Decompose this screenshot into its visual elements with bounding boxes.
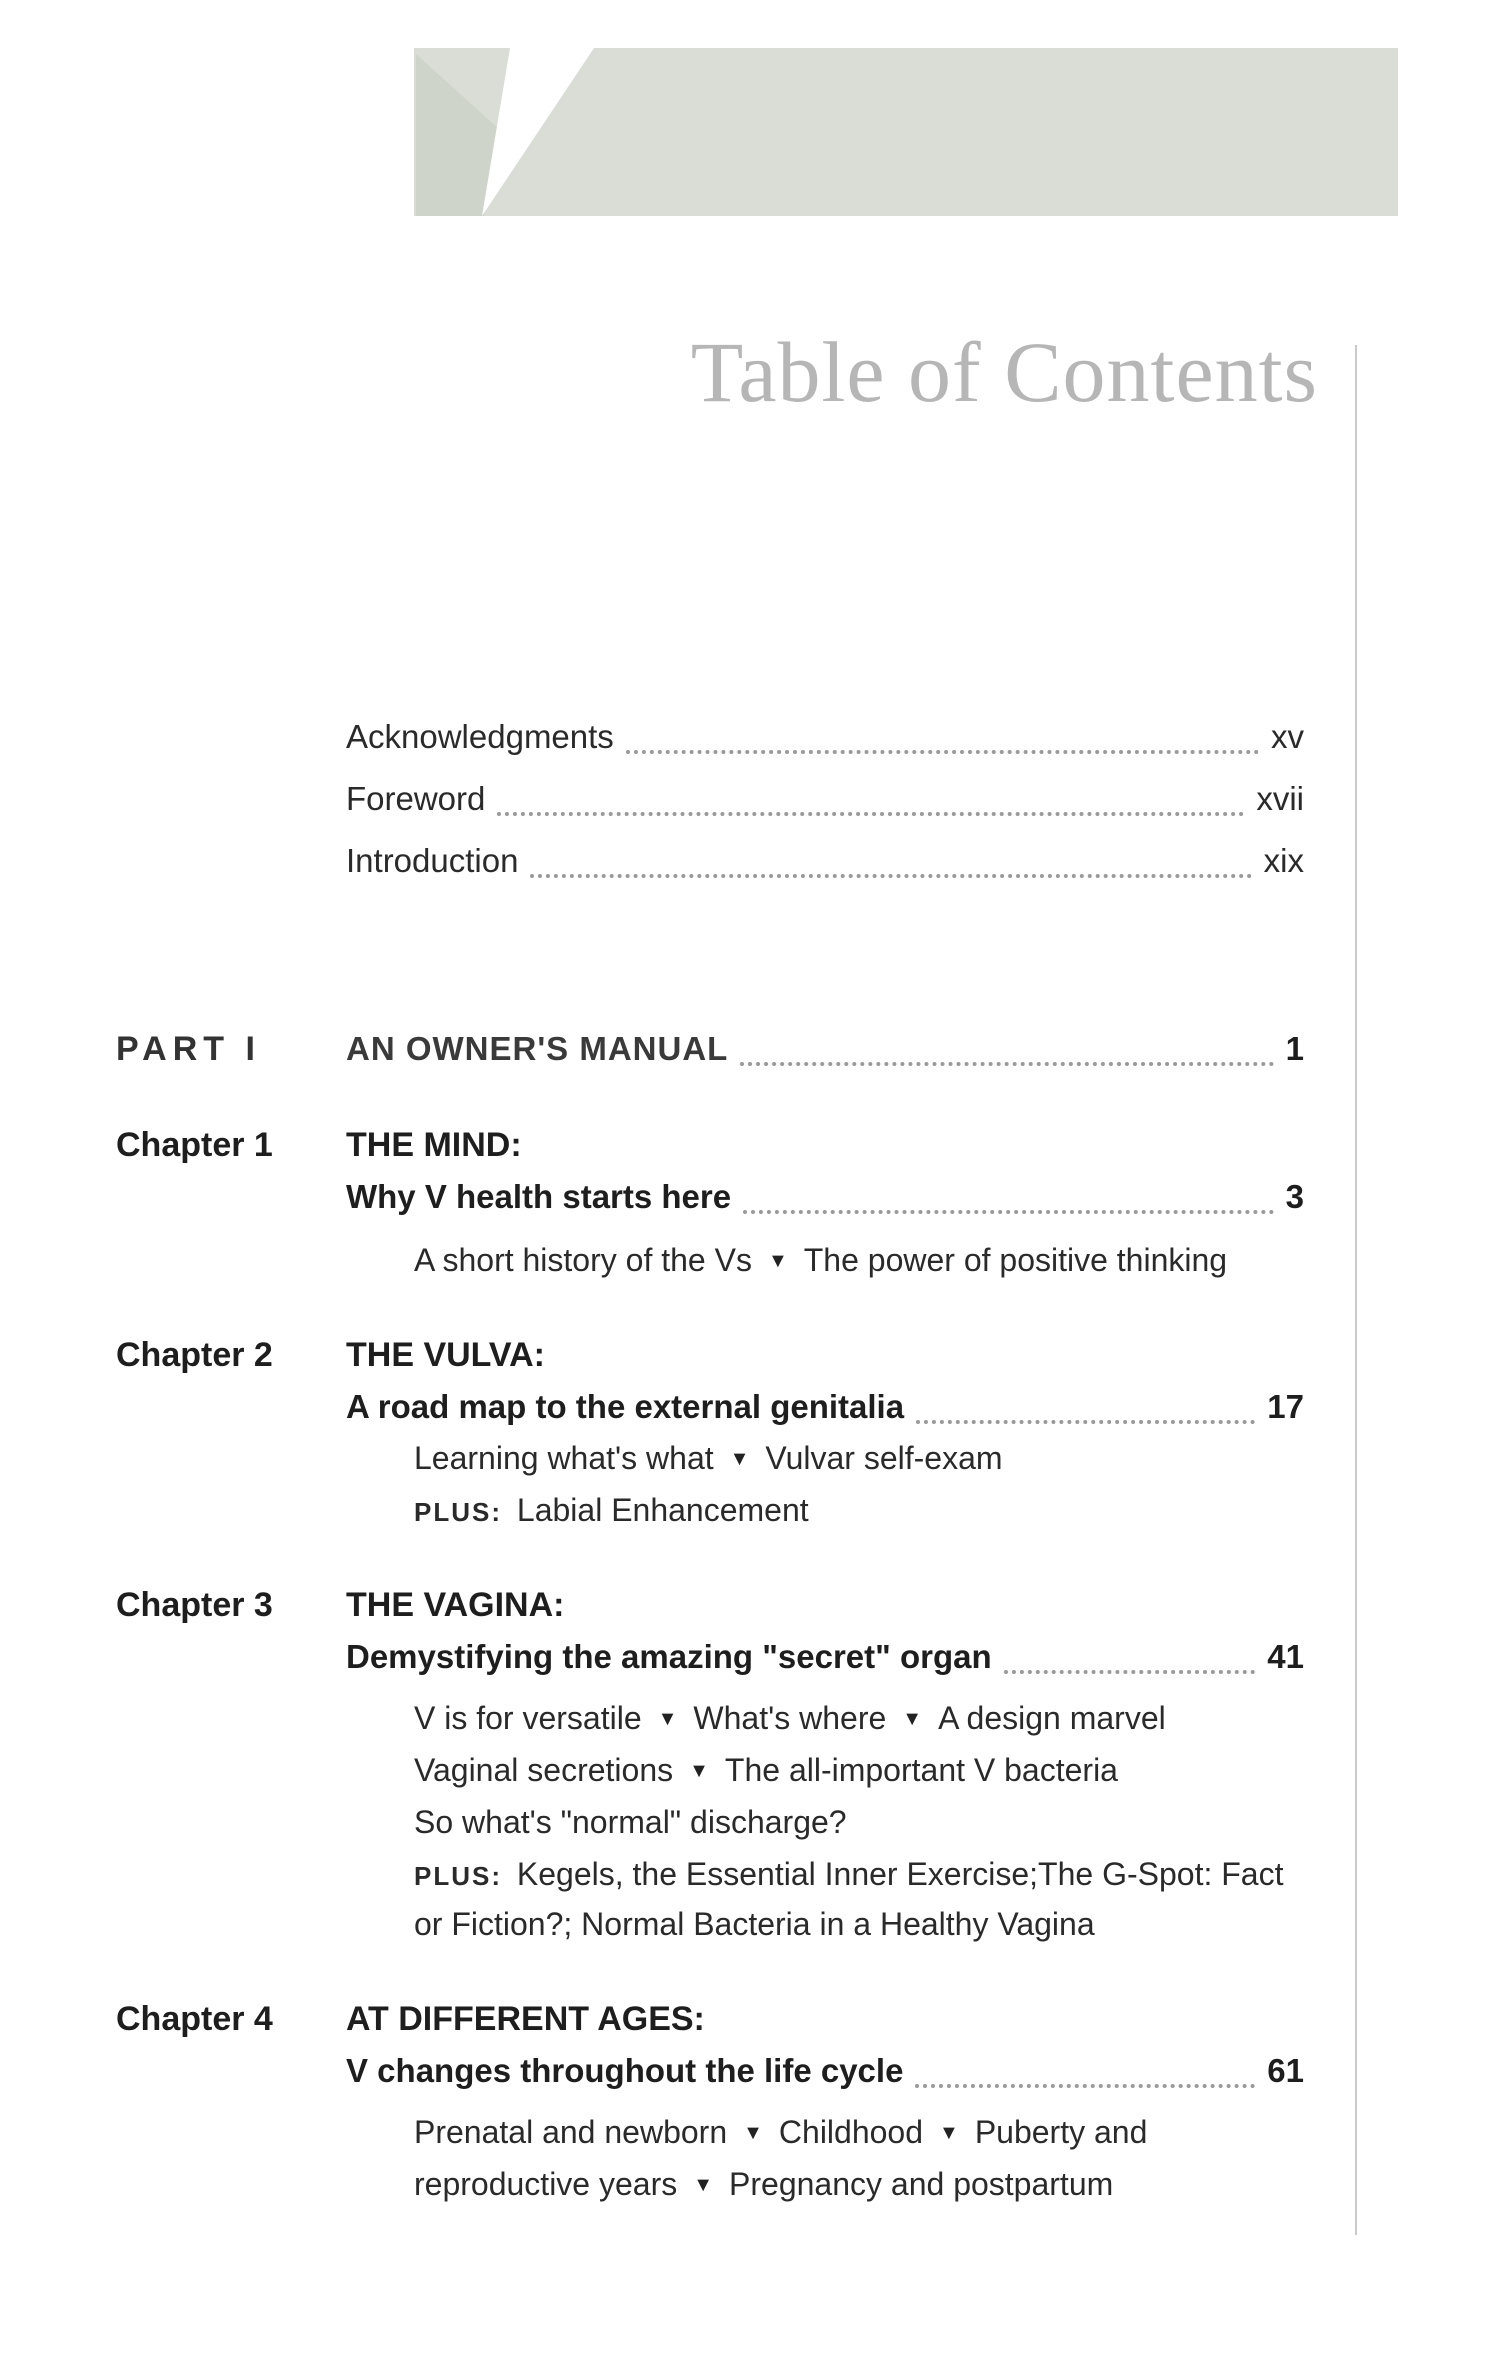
dot-leader bbox=[626, 750, 1259, 754]
chapter-label: Chapter 1 bbox=[116, 1126, 273, 1164]
plus-label: PLUS: bbox=[414, 1861, 502, 1891]
dot-leader bbox=[530, 874, 1251, 878]
part-label: PART I bbox=[116, 1030, 261, 1068]
chapter-topics bbox=[414, 1242, 1227, 1279]
toc-entry-chapter-1[interactable] bbox=[346, 1178, 1304, 1224]
triangle-bullet-icon: ▼ bbox=[657, 1708, 678, 1730]
toc-entry-chapter-3[interactable] bbox=[346, 1638, 1304, 1684]
triangle-bullet-icon: ▼ bbox=[767, 1250, 788, 1272]
plus-text: Labial Enhancement bbox=[516, 1492, 809, 1528]
chapter-subtitle: Why V health starts here bbox=[346, 1178, 732, 1215]
toc-entry-page: xix bbox=[1263, 842, 1304, 879]
topic: Vulvar self-exam bbox=[765, 1440, 1003, 1476]
topic: The power of positive thinking bbox=[803, 1242, 1228, 1278]
chapter-topics bbox=[414, 1440, 1003, 1477]
toc-entry-page: xv bbox=[1271, 718, 1304, 755]
chapter-subtitle: Demystifying the amazing "secret" organ bbox=[346, 1638, 992, 1675]
chapter-plus-continued bbox=[414, 1906, 1095, 1943]
dot-leader bbox=[497, 812, 1244, 816]
topic: V is for versatile bbox=[414, 1700, 642, 1736]
chapter-label: Chapter 2 bbox=[116, 1336, 273, 1374]
chapter-topics bbox=[414, 1752, 1118, 1789]
toc-entry-label: Foreword bbox=[346, 780, 486, 817]
topic: Pregnancy and postpartum bbox=[729, 2166, 1114, 2202]
toc-entry-page: 41 bbox=[1267, 1638, 1304, 1675]
toc-entry-page: 3 bbox=[1285, 1178, 1304, 1215]
toc-entry-page: 1 bbox=[1285, 1030, 1304, 1067]
dot-leader bbox=[916, 1420, 1255, 1424]
chapter-subtitle: V changes throughout the life cycle bbox=[346, 2052, 904, 2089]
topic: So what's "normal" discharge? bbox=[414, 1804, 847, 1840]
toc-entry-part-1[interactable] bbox=[346, 1030, 1304, 1076]
topic: The all-important V bacteria bbox=[724, 1752, 1118, 1788]
page-edge-rule bbox=[1355, 345, 1357, 2235]
header-band bbox=[414, 48, 1398, 216]
toc-entry-page: 61 bbox=[1267, 2052, 1304, 2089]
toc-entry-chapter-4[interactable] bbox=[346, 2052, 1304, 2098]
topic: Learning what's what bbox=[414, 1440, 714, 1476]
triangle-bullet-icon: ▼ bbox=[729, 1448, 750, 1470]
topic: What's where bbox=[693, 1700, 887, 1736]
chapter-plus bbox=[414, 1856, 1283, 1893]
chapter-heading: AT DIFFERENT AGES: bbox=[346, 2000, 705, 2038]
plus-label: PLUS: bbox=[414, 1497, 502, 1527]
dot-leader bbox=[740, 1062, 1273, 1066]
topic: Childhood bbox=[778, 2114, 924, 2150]
triangle-bullet-icon: ▼ bbox=[902, 1708, 923, 1730]
dot-leader bbox=[1004, 1670, 1256, 1674]
toc-entry-chapter-2[interactable] bbox=[346, 1388, 1304, 1434]
toc-entry-page: xvii bbox=[1256, 780, 1304, 817]
chapter-topics bbox=[414, 1804, 847, 1841]
chapter-topics bbox=[414, 2114, 1147, 2151]
chapter-label: Chapter 3 bbox=[116, 1586, 273, 1624]
triangle-bullet-icon: ▼ bbox=[939, 2122, 959, 2144]
plus-text: or Fiction?; Normal Bacteria in a Healthy Vagina bbox=[414, 1906, 1095, 1942]
chapter-topics bbox=[414, 2166, 1113, 2203]
dot-leader bbox=[743, 1210, 1274, 1214]
chapter-heading: THE VULVA: bbox=[346, 1336, 545, 1374]
topic: A design marvel bbox=[938, 1700, 1166, 1736]
toc-entry-label: Acknowledgments bbox=[346, 718, 614, 755]
page-title: Table of Contents bbox=[690, 324, 1318, 420]
triangle-bullet-icon: ▼ bbox=[693, 2174, 714, 2196]
toc-entry-acknowledgments[interactable] bbox=[346, 718, 1304, 764]
triangle-bullet-icon: ▼ bbox=[689, 1760, 709, 1782]
chapter-heading: THE VAGINA: bbox=[346, 1586, 565, 1624]
topic: Puberty and bbox=[974, 2114, 1148, 2150]
triangle-bullet-icon: ▼ bbox=[743, 2122, 763, 2144]
toc-entry-page: 17 bbox=[1267, 1388, 1304, 1425]
chapter-label: Chapter 4 bbox=[116, 2000, 273, 2038]
topic: Prenatal and newborn bbox=[414, 2114, 728, 2150]
plus-text: Kegels, the Essential Inner Exercise;The G-Spot: Fact bbox=[516, 1856, 1284, 1892]
toc-entry-foreword[interactable] bbox=[346, 780, 1304, 826]
chapter-topics bbox=[414, 1700, 1166, 1737]
toc-entry-introduction[interactable] bbox=[346, 842, 1304, 888]
topic: reproductive years bbox=[414, 2166, 678, 2202]
topic: Vaginal secretions bbox=[414, 1752, 674, 1788]
toc-entry-label: Introduction bbox=[346, 842, 519, 879]
chapter-plus bbox=[414, 1492, 809, 1529]
part-title: AN OWNER'S MANUAL bbox=[346, 1030, 729, 1067]
chapter-subtitle: A road map to the external genitalia bbox=[346, 1388, 905, 1425]
chapter-heading: THE MIND: bbox=[346, 1126, 522, 1164]
topic: A short history of the Vs bbox=[414, 1242, 752, 1278]
v-logo-mark bbox=[414, 48, 1398, 216]
dot-leader bbox=[915, 2084, 1255, 2088]
